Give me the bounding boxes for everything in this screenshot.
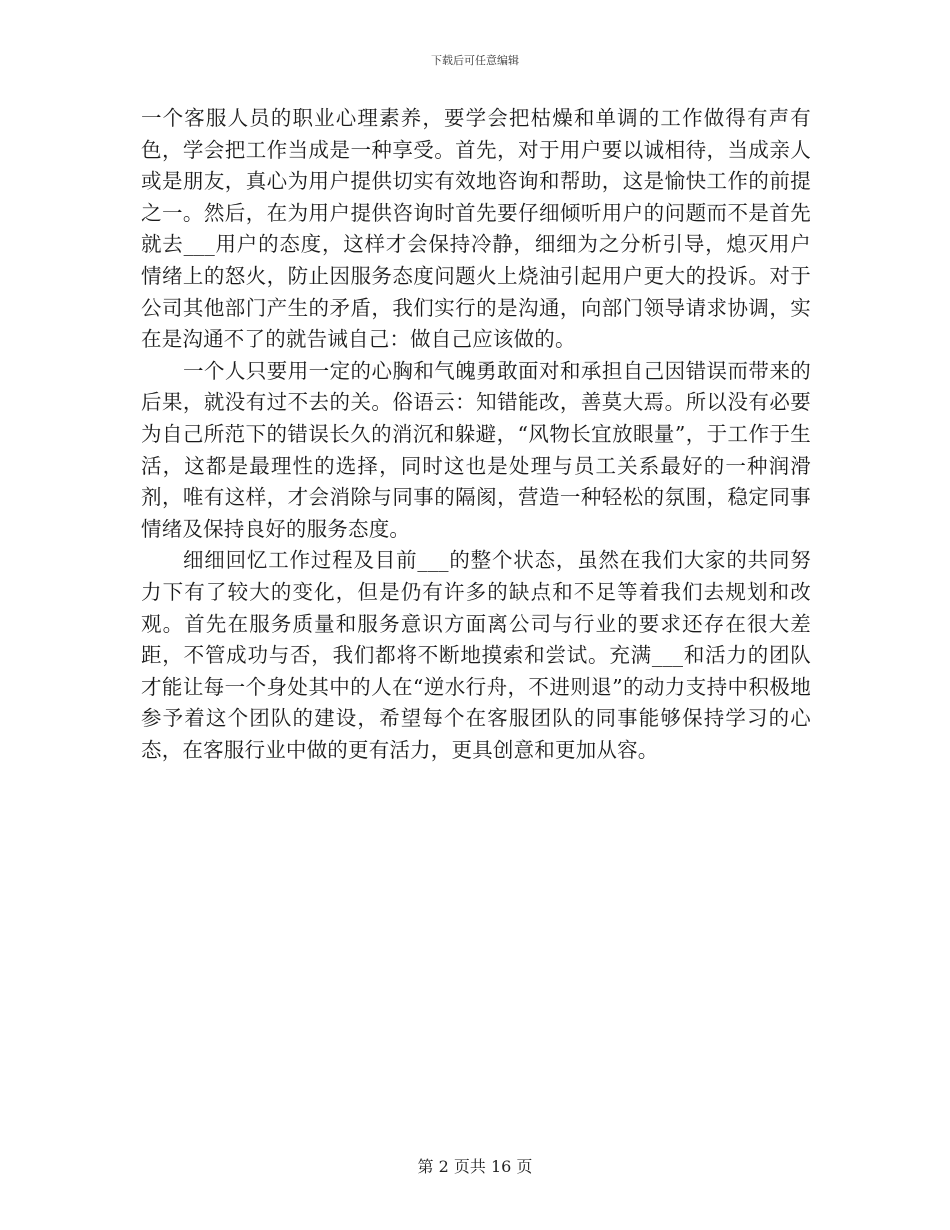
- paragraph-3: 细细回忆工作过程及目前___的整个状态，虽然在我们大家的共同努力下有了较大的变化，但是仍有许多的缺点和不足等着我们去规划和改观。首先在服务质量和服务意识方面离公司与行业的要求还存在很大差距，不管成功与否，我们都将不断地摸索和尝试。充满___和活力的团队才能让每一个身处其中的人在“逆水行舟，不进则退”的动力支持中积极地参予着这个团队的建设，希望每个在客服团队的同事能够保持学习的心态，在客服行业中做的更有活力，更具创意和更加从容。: [141, 548, 811, 762]
- page-header: 下载后可任意编辑: [431, 54, 519, 67]
- paragraph-1: 一个客服人员的职业心理素养，要学会把枯燥和单调的工作做得有声有色，学会把工作当成是一种享受。首先，对于用户要以诚相待，当成亲人或是朋友，真心为用户提供切实有效地咨询和帮助，这是愉快工作的前提之一。然后，在为用户提供咨询时首先要仔细倾听用户的问题而不是首先就去___用户的态度，这样才会保持冷静，细细为之分析引导，熄灭用户情绪上的怒火，防止因服务态度问题火上烧油引起用户更大的投诉。对于公司其他部门产生的矛盾，我们实行的是沟通，向部门领导请求协调，实在是沟通不了的就告诫自己：做自己应该做的。: [141, 106, 811, 352]
- paragraph-2: 一个人只要用一定的心胸和气魄勇敢面对和承担自己因错误而带来的后果，就没有过不去的关。俗语云：知错能改，善莫大焉。所以没有必要为自己所范下的错误长久的消沉和躲避，“风物长宜放眼量”，于工作于生活，这都是最理性的选择，同时这也是处理与员工关系最好的一种润滑剂，唯有这样，才会消除与同事的隔阂，营造一种轻松的氛围，稳定同事情绪及保持良好的服务态度。: [141, 358, 811, 541]
- page-number-footer: 第 2 页共 16 页: [417, 1157, 533, 1176]
- document-body: [141, 103, 811, 766]
